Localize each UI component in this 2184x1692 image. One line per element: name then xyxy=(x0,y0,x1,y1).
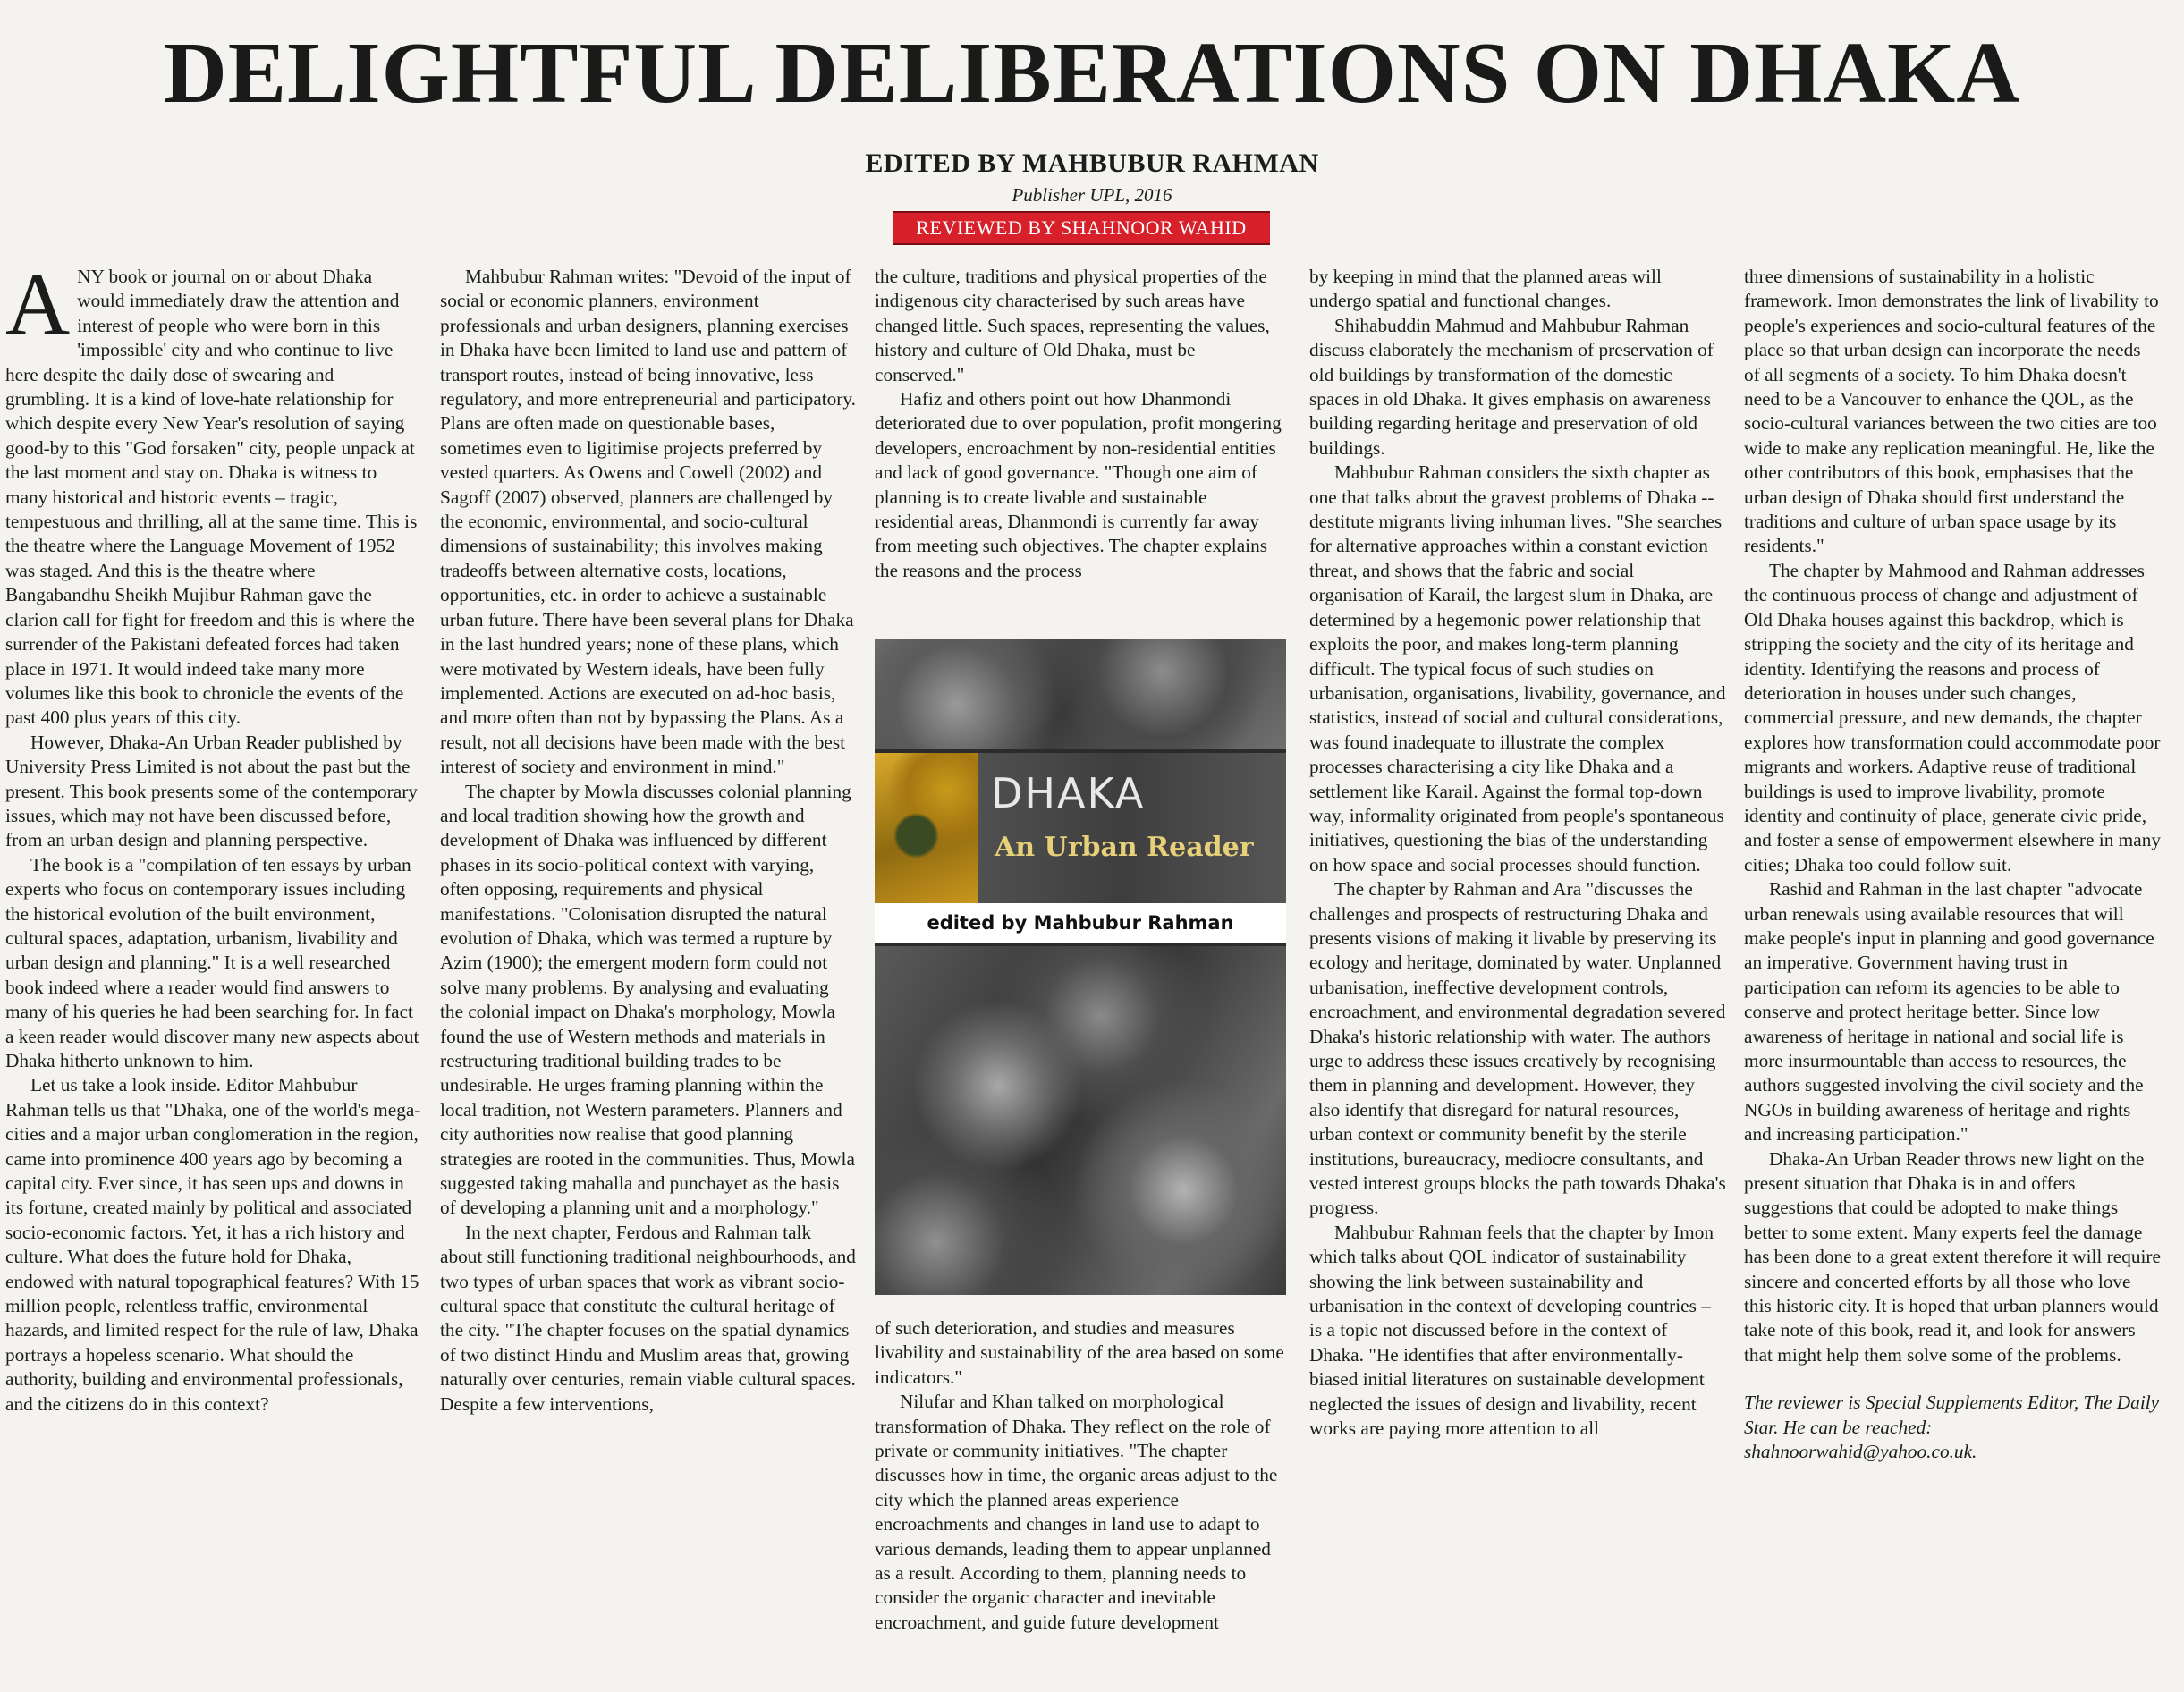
paragraph: Nilufar and Khan talked on morphological transformation of Dhaka. They reflect on the role of private or community initiatives. "The chapter discusses how in time, the organic areas adjust to the city which the planned areas experience encroachments and changes in land use to adapt to various demands, leading them to appear unplanned as a result. According to them, planning needs to consider the organic character and inevitable encroachment, and guide future development xyxy=(875,1391,1278,1633)
lead-text: NY book or journal on or about Dhaka would immediately draw the attention and interest of people who were born in this 'impossible' city and who continue to live here despite the daily dose of swearing and grumbling. It is a kind of love-hate relationship for which despite every New Year's resolution of saying good-by to this "God forsaken" city, people unpack at the last moment and stay on. Dhaka is witness to many historical and historic events – tragic, tempestuous and thrilling, all at the same time. This is the theatre where the Language Movement of 1952 was staged. And this is the theatre where Bangabandhu Sheikh Mujibur Rahman gave the clarion call for fight for freedom and this is where the surrender of the Pakistani defeated forces had taken place in 1971. It would indeed take many more volumes like this book to chronicle the events of the past 400 plus years of this city. xyxy=(5,266,418,729)
reviewer-badge: REVIEWED BY SHAHNOOR WAHID xyxy=(893,211,1270,245)
paragraph: Shihabuddin Mahmud and Mahbubur Rahman discuss elaborately the mechanism of preservation of old buildings by transformation of the domestic spaces in old Dhaka. It gives emphasis on awareness building regarding heritage and preservation of old buildings. xyxy=(1309,314,1714,459)
paragraph: Mahbubur Rahman feels that the chapter by Imon which talks about QOL indicator of sustainability showing the link between sustainability and urbanisation in the context of developing countries – is a topic not discussed before in the context of Dhaka. "He identifies that after environmentally-biased initial literatures on sustainable development neglected the issues of design and livability, recent works are paying more attention to all xyxy=(1309,1221,1714,1440)
paragraph: the culture, traditions and physical properties of the indigenous city characterised by such areas have changed little. Such spaces, representing the values, history and culture of Old Dhaka, must be conserved." xyxy=(875,266,1270,385)
publisher-line: Publisher UPL, 2016 xyxy=(1012,184,1172,206)
paragraph: Let us take a look inside. Editor Mahbubur Rahman tells us that "Dhaka, one of the world's mega-cities and a major urban conglomeration in the region, came into prominence 400 years ago by becoming a capital city. Ever since, it has seen ups and downs in its fortune, created mainly by political and associated socio-economic factors. Yet, it has a rich history and culture. What does the future hold for Dhaka, endowed with natural topographical features? With 15 million people, relentless traffic, environmental hazards, and limited respect for the rule of law, Dhaka portrays a hopeless scenario. What should the authority, building and environmental professionals, and the citizens do in this context? xyxy=(5,1074,421,1415)
cover-title: DHAKA xyxy=(991,769,1146,817)
paragraph: Mahbubur Rahman considers the sixth chapter as one that talks about the gravest problems of Dhaka -- destitute migrants living inhuman lives. "She searches for alternative approaches within a constant eviction threat, and shows that the fabric and social organisation of Karail, the largest slum in Dhaka, are determined by a hegemonic power relationship that exploits the poor, and makes long-term planning difficult. The typical focus of such studies on urbanisation, organisations, livability, governance, and statistics, instead of social and cultural considerations, was found inadequate to illustrate the complex processes characterising a city like Dhaka and a settlement like Karail. Against the formal top-down way, informality originated from people's spontaneous initiatives, questioning the bias of the understanding on how space and social processes should function. xyxy=(1309,461,1726,876)
article-column-5 xyxy=(1744,265,2161,1465)
paragraph: The book is a "compilation of ten essays by urban experts who focus on contemporary issues including the historical evolution of the built environment, cultural spaces, adaptation, urbanism, livability and urban design and planning." It is a well researched book indeed where a reader would find answers to many of his queries he had been searching for. In fact a keen reader would discover many new aspects about Dhaka hitherto unknown to him. xyxy=(5,853,419,1071)
paragraph: of such deterioration, and studies and measures livability and sustainability of the area based on some indicators." xyxy=(875,1317,1284,1388)
reviewer-signature: The reviewer is Special Supplements Editor, The Daily Star. He can be reached: shahnoorwahid@yahoo.co.uk. xyxy=(1744,1392,2160,1463)
paragraph: Hafiz and others point out how Dhanmondi deteriorated due to over population, profit mongering developers, encroachment by non-residential entities and lack of good governance. "Though one aim of planning is to create livable and sustainable residential areas, Dhanmondi is currently far away from meeting such objectives. The chapter explains the reasons and the process xyxy=(875,388,1282,581)
paragraph: The chapter by Mahmood and Rahman addresses the continuous process of change and adjustment of Old Dhaka houses against this backdrop, which is stripping the society and the city of its heritage and identity. Identifying the reasons and process of deterioration in houses under such changes, commercial pressure, and new demands, the chapter explores how transformation could accommodate poor migrants and workers. Adaptive reuse of traditional buildings is used to improve livability, promote identity and continuity of place, generate civic pride, and foster a sense of empowerment elsewhere in many cities; Dhaka too could follow suit. xyxy=(1744,559,2161,876)
cover-editor-line: edited by Mahbubur Rahman xyxy=(875,903,1286,943)
book-cover-image xyxy=(875,639,1286,1295)
paragraph: Dhaka-An Urban Reader throws new light on the present situation that Dhaka is in and offers suggestions that could be adopted to make things better to some extent. Many experts feel the damage has been done to a great extent therefore it will require sincere and concerted efforts by all those who love this historic city. It is hoped that urban planners would take note of this book, read it, and look for answers that might help them solve some of the problems. xyxy=(1744,1147,2161,1366)
cover-subtitle: An Urban Reader xyxy=(995,832,1254,863)
paragraph: The chapter by Mowla discusses colonial planning and local tradition showing how the growth and development of Dhaka was influenced by different phases in its socio-political context with varying, often opposing, requirements and physical manifestations. "Colonisation disrupted the natural evolution of Dhaka, which was termed a rupture by Azim (1900); the emergent modern form could not solve many problems. By analysing and evaluating the colonial impact on Dhaka's morphology, Mowla found the use of Western methods and materials in restructuring traditional building trades to be undesirable. He urges framing planning within the local tradition, not Western parameters. Planners and city authorities now realise that good planning strategies are rooted in the communities. Thus, Mowla suggested taking mahalla and punchayet as the basis of developing a planning unit and a morphology." xyxy=(440,780,855,1219)
lead-paragraph xyxy=(5,254,422,731)
paragraph: by keeping in mind that the planned areas will undergo spatial and functional changes. xyxy=(1309,266,1662,312)
article-column-2 xyxy=(440,265,857,1417)
paragraph: In the next chapter, Ferdous and Rahman talk about still functioning traditional neighbourhoods, and two types of urban spaces that work as vibrant socio-cultural space that constitute the cultural heritage of the city. "The chapter focuses on the spatial dynamics of two distinct Hindu and Muslim areas that, growing naturally over centuries, remain viable cultural spaces. Despite a few interventions, xyxy=(440,1221,856,1415)
paragraph: However, Dhaka-An Urban Reader published by University Press Limited is not about the past but the present. This book presents some of the contemporary issues, which may not have been discussed before, from an urban design and planning perspective. xyxy=(5,731,418,851)
article-column-4 xyxy=(1309,265,1726,1442)
article-column-1 xyxy=(5,254,422,1417)
paragraph: Mahbubur Rahman writes: "Devoid of the input of social or economic planners, environment professionals and urban designers, planning exercises in Dhaka have been limited to land use and pattern of transport routes, instead of being innovative, less regulatory, and more entrepreneurial and participatory. Plans are often made on questionable bases, sometimes even to ligitimise projects preferred by vested quarters. As Owens and Cowell (2002) and Sagoff (2007) observed, planners are challenged by the economic, environmental, and socio-cultural dimensions of sustainability; this involves making tradeoffs between alternative costs, locations, opportunities, etc. in order to achieve a sustainable urban future. There have been several plans for Dhaka in the last hundred years; none of these plans, which were motivated by Western ideals, have been fully implemented. Actions are executed on ad-hoc basis, and more often than not by bypassing the Plans. As a result, not all decisions have been made with the best interest of society and environment in mind." xyxy=(440,266,856,778)
paragraph: The chapter by Rahman and Ara "discusses the challenges and prospects of restructuring Dhaka and presents visions of making it livable by preserving its ecology and heritage, dominated by water. Unplanned urbanisation, ineffective development controls, encroachment, and environmental degradation severed Dhaka's historic relationship with water. The authors urge to address these issues creatively by recognising them in planning and development. However, they also identify that disregard for natural resources, urban context or community benefit by the sterile institutions, bureaucracy, mediocre consultants, and vested interest groups blocks the path towards Dhaka's progress. xyxy=(1309,878,1726,1219)
headline: DELIGHTFUL DELIBERATIONS ON DHAKA xyxy=(164,25,2020,122)
byline: EDITED BY MAHBUBUR RAHMAN xyxy=(865,148,1319,178)
drop-cap: A xyxy=(5,254,71,353)
article-column-3-top xyxy=(875,265,1286,583)
paragraph: Rashid and Rahman in the last chapter "advocate urban renewals using available resources that will make people's input in planning and good governance an imperative. Government having trust in participation can reform its agencies to be able to conserve and protect heritage better. Since low awareness of heritage in national and social life is more insurmountable than access to resources, the authors suggested involving the civil society and the NGOs in building awareness of heritage and rights and increasing participation." xyxy=(1744,878,2154,1146)
cover-title-band xyxy=(875,753,1286,903)
paragraph: three dimensions of sustainability in a holistic framework. Imon demonstrates the link of livability to people's experiences and socio-cultural features of the place so that urban design can incorporate the needs of all segments of a society. To him Dhaka doesn't need to be a Vancouver to enhance the QOL, as the socio-cultural variances between the two cities are too wide to make any replication meaningful. He, like the other contributors of this book, emphasises that the urban design of Dhaka should first understand the traditions and culture of urban space usage by its residents." xyxy=(1744,266,2159,557)
cover-aerial-photo-top xyxy=(875,639,1286,749)
cover-map-swatch xyxy=(875,753,978,903)
article-column-3-bottom xyxy=(875,1316,1286,1635)
cover-aerial-photo-bottom xyxy=(875,946,1286,1295)
